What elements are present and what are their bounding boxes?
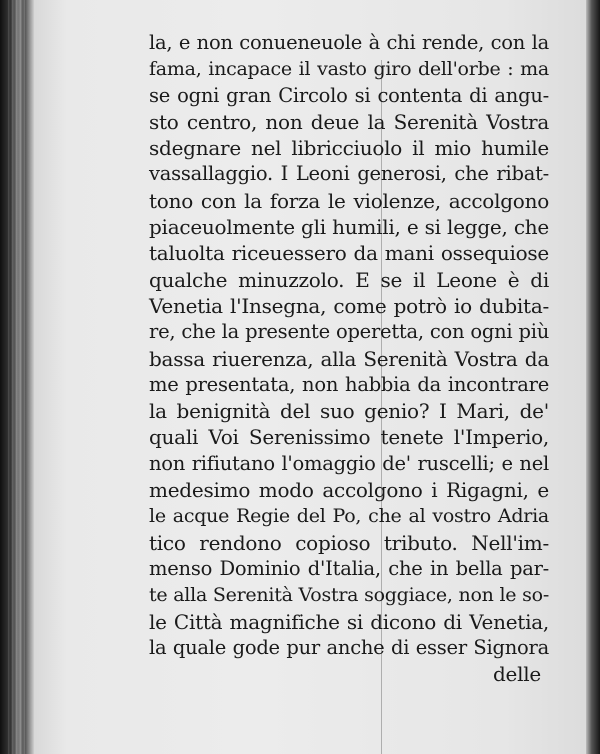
- text-line: se ogni gran Circolo si contenta di angu-: [149, 83, 549, 107]
- text-line: bassa riuerenza, alla Serenità Vostra da: [149, 346, 549, 371]
- text-line: le Città magnifiche si dicono di Venetia,: [149, 609, 549, 634]
- book-right-edge: [586, 0, 600, 754]
- text-line: quali Voi Serenissimo tenete l'Imperio,: [149, 425, 549, 450]
- text-line: non rifiutano l'omaggio de' ruscelli; e nel: [149, 451, 549, 475]
- text-line: te alla Serenità Vostra soggiace, non le so-: [149, 584, 549, 607]
- text-line: Venetia l'Insegna, come potrò io dubita-: [149, 293, 549, 318]
- text-line: vassallaggio. I Leoni generosi, che ribat-: [149, 162, 549, 186]
- text-line: piaceuolmente gli humili, e si legge, che: [149, 215, 549, 240]
- text-line: me presentata, non habbia da incontrare: [149, 372, 549, 396]
- text-line: le acque Regie del Po, che al vostro Adria: [149, 505, 549, 528]
- text-line: sto centro, non deue la Serenità Vostra: [149, 109, 549, 134]
- text-line: re, che la presente operetta, con ogni più: [149, 320, 549, 344]
- text-line: tono con la forza le violenze, accolgono: [149, 188, 549, 213]
- text-line: sdegnare nel libricciuolo il mio humile: [149, 136, 549, 161]
- text-line: qualche minuzzolo. E se il Leone è di: [149, 267, 549, 292]
- text-line: menso Dominio d'Italia, che in bella par-: [149, 556, 549, 580]
- text-line: taluolta riceuessero da mani ossequiose: [149, 241, 549, 266]
- text-line: la, e non conueneuole à chi rende, con la: [149, 31, 549, 54]
- catchword: delle: [492, 662, 541, 687]
- text-line: fama, incapace il vasto giro dell'orbe : ma: [149, 58, 549, 81]
- body-text: [149, 30, 549, 687]
- binding-texture: [8, 0, 26, 754]
- book-gutter: [0, 0, 34, 754]
- text-line: la benignità del suo genio? I Mari, de': [149, 399, 549, 424]
- text-line: medesimo modo accolgono i Rigagni, e: [149, 478, 549, 503]
- text-line: tico rendono copioso tributo. Nell'im-: [149, 530, 549, 555]
- text-line: la quale gode pur anche di esser Signora: [149, 635, 549, 659]
